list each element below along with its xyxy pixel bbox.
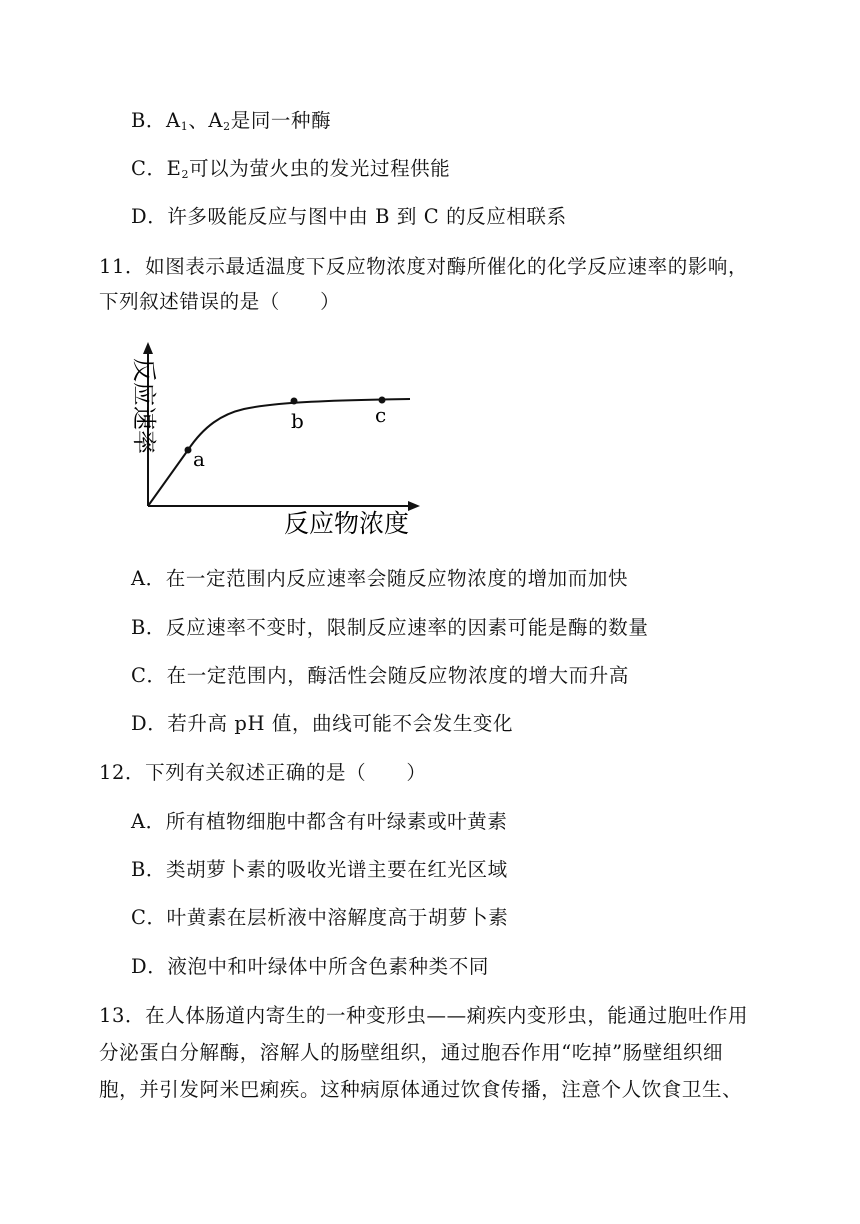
q13-line1: 13．在人体肠道内寄生的一种变形虫——痢疾内变形虫，能通过胞吐作用 (99, 1004, 749, 1027)
q12-option-b: B．类胡萝卜素的吸收光谱主要在红光区域 (131, 858, 508, 881)
point-c-label: c (375, 403, 387, 427)
reaction-rate-figure (96, 338, 466, 538)
q12-stem: 12．下列有关叙述正确的是（ ） (99, 761, 427, 784)
q11-option-a: A．在一定范围内反应速率会随反应物浓度的增加而加快 (131, 567, 629, 590)
q12-option-d: D．液泡中和叶绿体中所含色素种类不同 (131, 955, 489, 978)
q11-option-c: C．在一定范围内，酶活性会随反应物浓度的增大而升高 (131, 664, 629, 687)
point-b-label: b (291, 409, 304, 433)
y-axis-label: 反应速率 (130, 358, 158, 454)
q12-option-c: C．叶黄素在层析液中溶解度高于胡萝卜素 (131, 906, 509, 929)
q11-option-b: B．反应速率不变时，限制反应速率的因素可能是酶的数量 (131, 616, 649, 639)
q11-stem-line2: 下列叙述错误的是（ ） (99, 290, 341, 313)
q12-option-a: A．所有植物细胞中都含有叶绿素或叶黄素 (131, 810, 508, 833)
q10-option-d: D．许多吸能反应与图中由 B 到 C 的反应相联系 (131, 205, 567, 228)
q11-stem-line1: 11．如图表示最适温度下反应物浓度对酶所催化的化学反应速率的影响， (99, 255, 749, 278)
y-axis-arrow (143, 342, 153, 354)
q11-option-d: D．若升高 pH 值，曲线可能不会发生变化 (131, 712, 514, 735)
q10-option-b: B．$A_1$、$A_2$是同一种酶 (131, 109, 332, 133)
point-a-label: a (193, 447, 205, 471)
point-b (291, 398, 298, 405)
q13-line2: 分泌蛋白分解酶，溶解人的肠壁组织，通过胞吞作用“吃掉”肠壁组织细 (99, 1041, 724, 1064)
point-a (185, 447, 192, 454)
q13-line3: 胞，并引发阿米巴痢疾。这种病原体通过饮食传播，注意个人饮食卫生、 (99, 1078, 743, 1101)
q10-option-c: C．$E_2$可以为萤火虫的发光过程供能 (131, 157, 451, 181)
x-axis-arrow (408, 501, 420, 511)
x-axis-label: 反应物浓度 (284, 509, 410, 538)
